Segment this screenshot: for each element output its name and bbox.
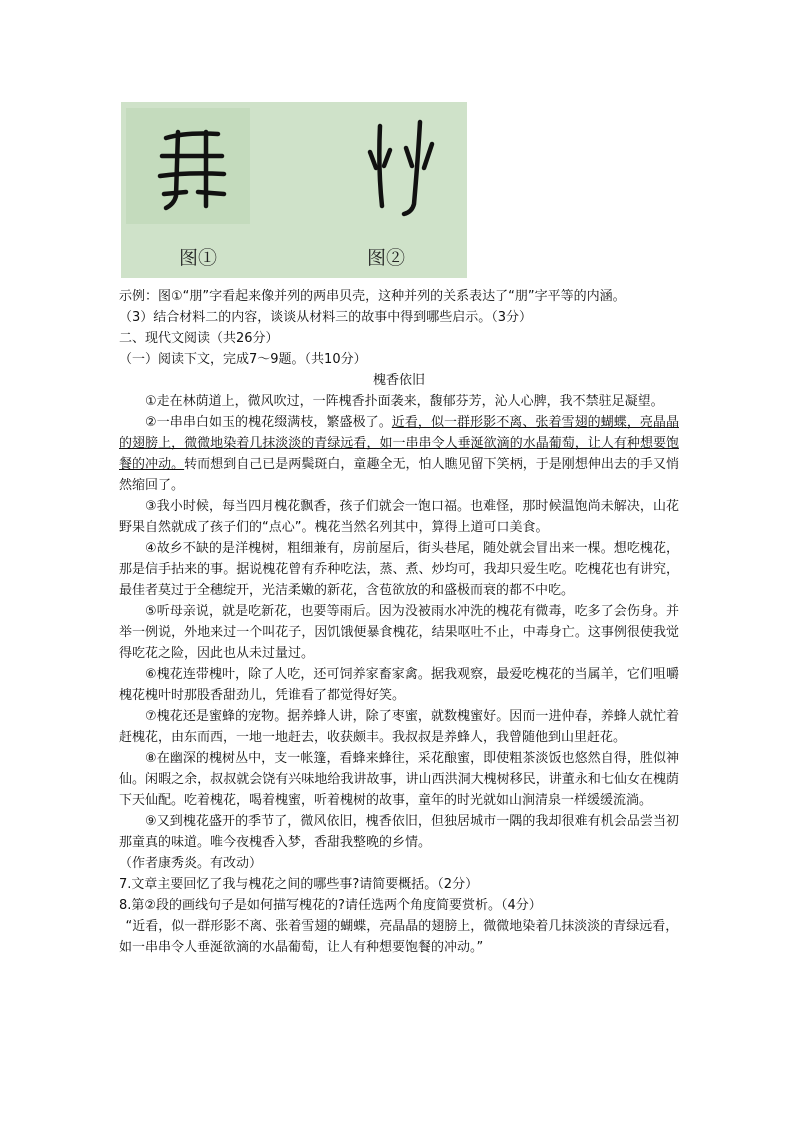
document-body <box>119 286 679 958</box>
article-title: 槐香依旧 <box>372 373 425 388</box>
seal-glyph-peng-panel <box>126 108 250 224</box>
seal-glyph-two-panel <box>338 108 462 224</box>
paragraph-5: ⑤听母亲说，就是吃新花，也要等雨后。因为没被雨水冲洗的槐花有微毒，吃多了会伤身。并举一例说，外地来过一个叫花子，因饥饿便暴食槐花，结果呕吐不止，中毒身亡。这事例很使我觉得吃花之险，因此也从未过量过。 <box>119 604 679 661</box>
paragraph-2-rest: 转而想到自己已是两鬓斑白，童趣全无，怕人瞧见留下笑柄，于是刚想伸出去的手又悄然缩回了。 <box>119 457 679 493</box>
paragraph-3: ③我小时候，每当四月槐花飘香，孩子们就会一饱口福。也难怪，那时候温饱尚未解决，山花野果自然就成了孩子们的“点心”。槐花当然名列其中，算得上道可口美食。 <box>119 499 679 535</box>
figure-caption-2: 图② <box>367 247 406 269</box>
example-answer: 示例：图①“朋”字看起来像并列的两串贝壳，这种并列的关系表达了“朋”字平等的内涵。 <box>119 289 626 304</box>
paragraph-2-intro: ②一串串白如玉的槐花缀满枝，繁盛极了。 <box>145 415 392 430</box>
paragraph-8: ⑧在幽深的槐树丛中，支一帐篷，看蜂来蜂往，采花酿蜜，即使粗茶淡饭也悠然自得，胜似神仙。闲暇之余，叔叔就会饶有兴味地给我讲故事，讲山西洪洞大槐树移民，讲董永和七仙女在槐荫下天仙配。吃着槐花，喝着槐蜜，听着槐树的故事，童年的时光就如山涧清泉一样缓缓流淌。 <box>119 751 679 808</box>
paragraph-2 <box>119 412 679 496</box>
paragraph-9: ⑨又到槐花盛开的季节了，微风依旧，槐香依旧，但独居城市一隅的我却很难有机会品尝当初那童真的味道。唯今夜槐香入梦，香甜我整晚的乡情。 <box>119 814 679 850</box>
seal-glyph-peng-icon <box>126 108 250 224</box>
question-8-quote: “近看，似一群形影不离、张着雪翅的蝴蝶，亮晶晶的翅膀上，微微地染着几抹淡淡的青绿远看，如一串串令人垂涎欲滴的水晶葡萄，让人有种想要饱餐的冲动。” <box>119 919 679 955</box>
paragraph-7: ⑦槐花还是蜜蜂的宠物。据养蜂人讲，除了枣蜜，就数槐蜜好。因而一进仲春，养蜂人就忙着赶槐花，由东而西，一地一地赶去，收获颇丰。我叔叔是养蜂人，我曾随他到山里赶花。 <box>119 709 679 745</box>
paragraph-4: ④故乡不缺的是洋槐树，粗细兼有，房前屋后，街头巷尾，随处就会冒出来一棵。想吃槐花，那是信手拈来的事。据说槐花曾有乔种吃法，蒸、煮、炒均可，我却只爱生吃。吃槐花也有讲究，最佳者莫过于全穗绽开，光洁柔嫩的新花，含苞欲放的和盛极而衰的都不中吃。 <box>119 541 679 598</box>
question-6-3: （3）结合材料二的内容，谈谈从材料三的故事中得到哪些启示。（3分） <box>119 310 533 325</box>
article-source: （作者康秀炎。有改动） <box>119 856 263 871</box>
figure-caption-1: 图① <box>179 247 218 269</box>
question-7: 7.文章主要回忆了我与槐花之间的哪些事?请简要概括。（2分） <box>119 877 479 892</box>
section-heading: 二、现代文阅读（共26分） <box>119 331 279 346</box>
seal-script-figure <box>121 102 467 278</box>
question-8: 8.第②段的画线句子是如何描写槐花的?请任选两个角度简要赏析。（4分） <box>119 898 542 913</box>
part-heading: （一）阅读下文，完成7～9题。（共10分） <box>119 352 367 367</box>
paragraph-6: ⑥槐花连带槐叶，除了人吃，还可饲养家畜家禽。据我观察，最爱吃槐花的当属羊，它们咀嚼槐花槐叶时那股香甜劲儿，凭谁看了都觉得好笑。 <box>119 667 679 703</box>
seal-glyph-two-icon <box>338 108 462 224</box>
underlined-sentence: 近看，似一群形影不离、张着雪翅的蝴蝶，亮晶晶的翅膀上，微微地染着几抹淡淡的青绿远看，如一串串令人垂涎欲滴的水晶葡萄，让人有种想要饱餐的冲动。 <box>119 415 679 472</box>
paragraph-1: ①走在林荫道上，微风吹过，一阵槐香扑面袭来，馥郁芬芳，沁人心脾，我不禁驻足凝望。 <box>145 394 664 409</box>
